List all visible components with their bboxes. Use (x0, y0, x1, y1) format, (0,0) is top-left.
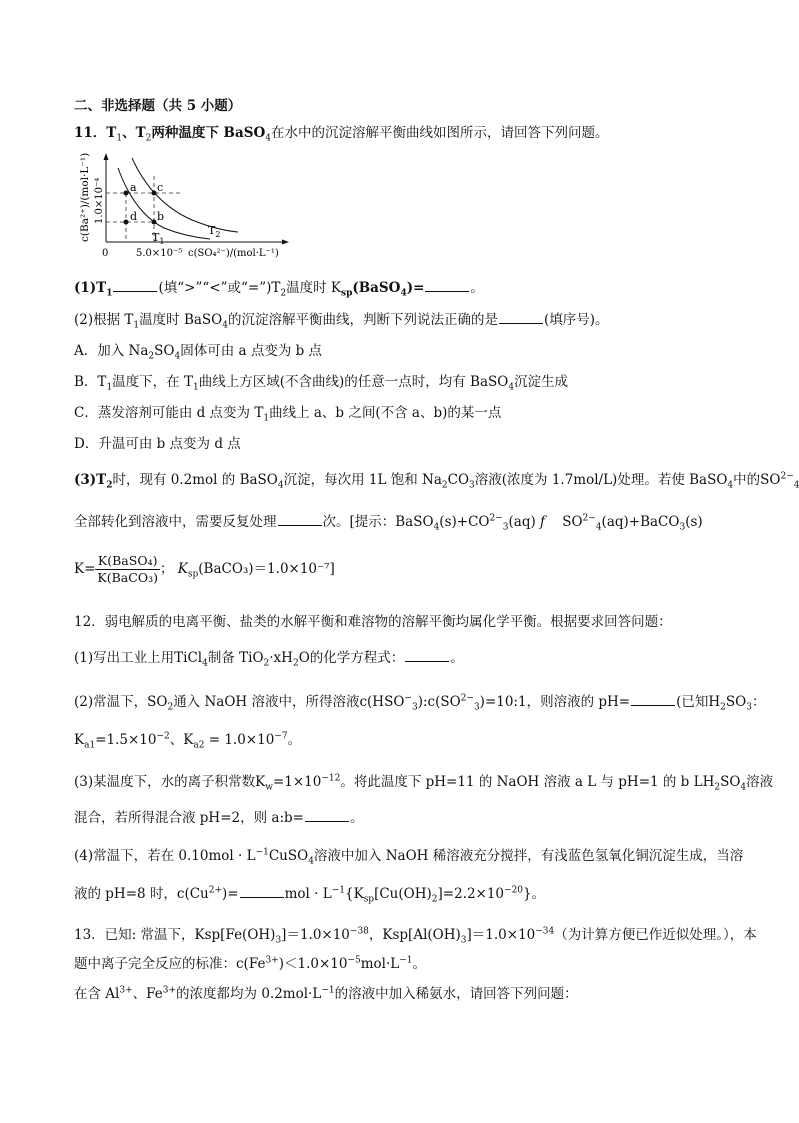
curve-label-t1: $T_1$ (152, 231, 165, 246)
q11-part3-line1: $(3)T_2$时，现有 0.2mol 的 BaSO$_4$沉淀，每次用 1L 饱和 $Na_2CO_3$溶液(浓度为 1.7mol/L)处理。若使 BaSO$_4$中的$SO^{2-}_4$ (74, 471, 799, 491)
q11-solubility-figure (74, 150, 294, 268)
q12-part1: (1)写出工业上用TiCl$_4$制备 $TiO_2\cdot xH_2O$的化学方程式： 。 (74, 650, 464, 669)
q11-option-a: A．加入 $Na_2SO_4$固体可由 a 点变为 b 点 (74, 343, 323, 362)
label-c: c (157, 181, 164, 194)
point-a (124, 191, 129, 196)
q12-part2-line1: (2)常温下，$SO_2$通入 NaOH 溶液中，所得溶液$c(HSO^-_3):c(SO^{2-}_3)=10:1$，则溶液的 pH= (已知$H_2SO_3$： (74, 693, 766, 713)
q11-stem: 11．$T_1$、$T_2$两种温度下 BaSO$_4$在水中的沉淀溶解平衡曲线如图所示，请回答下列问题。 (74, 125, 609, 144)
origin-label: 0 (102, 248, 109, 259)
q12-stem: 12．弱电解质的电离平衡、盐类的水解平衡和难溶物的溶解平衡均属化学平衡。根据要求回答问题： (74, 614, 672, 630)
section-title: 二、非选择题（共 5 小题） (74, 98, 242, 114)
point-b (152, 220, 157, 225)
q12-part3-line1: (3)某温度下，水的离子积常数$K_w=1\times 10^{-12}$。将此温度下 pH=11 的 NaOH 溶液 a L 与 pH=1 的 b $LH_2SO_4$溶液 (74, 773, 774, 793)
label-a: a (130, 181, 137, 194)
q11-part2: (2)根据 $T_1$温度时 BaSO$_4$的沉淀溶解平衡曲线，判断下列说法正确的是 (填序号)。 (74, 312, 609, 331)
q11-option-c: C．蒸发溶剂可能由 d 点变为 $T_1$曲线上 a、b 之间(不含 a、b)的某一点 (74, 405, 502, 424)
k-fraction: $\frac{\text{K(BaSO₄)}}{\text{K(BaCO₃)}}$ (97, 553, 158, 585)
q11-part1: $(1)T_1$ (填“>”“<”或“$=”)T_2$温度时 $K_{sp}(BaSO_4)=$ 。 (74, 280, 484, 299)
curve-label-t2: $T_2$ (208, 224, 221, 239)
q12-part2-line2: $K_{a1}=1.5\times 10^{-2}$、$K_{a2} = 1.0\times 10^{-7}$。 (74, 731, 302, 751)
q11-k-expression: K= $\frac{\text{K(BaSO₄)}}{\text{K(BaCO₃)}}$ ； $K_{sp}(BaCO_3)=1.0\times 10^{-7}$] (74, 553, 335, 585)
point-d (124, 220, 129, 225)
q13-line2: 题中离子完全反应的标准：$c(Fe^{3+})<1.0\times 10^{-5}mol\cdot L^{-1}$。 (74, 955, 427, 972)
q11-option-b: B．$T_1$温度下，在 $T_1$曲线上方区域(不含曲线)的任意一点时，均有 BaSO$_4$沉淀生成 (74, 374, 569, 393)
q13-line1: 13．已知: 常温下，$Ksp[Fe(OH)_3]=1.0\times 10^{-38}$，$Ksp[Al(OH)_3]=1.0\times 10^{-34}$（为计算方便已作近似处理。），本 (74, 926, 757, 946)
x-axis-label: c(SO₄²⁻)/(mol·L⁻¹) (188, 248, 279, 259)
q12-part3-line2: 混合，若所得混合液 pH=2，则 a:b= 。 (74, 810, 364, 826)
q11-option-d: D．升温可由 b 点变为 d 点 (74, 436, 241, 452)
q12-part4-line1: (4)常温下，若在 $0.10mol \cdot L^{-1}CuSO_4$溶液中加入 NaOH 稀溶液充分搅拌，有浅蓝色氢氧化铜沉淀生成，当溶 (74, 847, 744, 867)
label-b: b (157, 210, 165, 223)
label-d: d (130, 210, 138, 223)
point-c (152, 191, 157, 196)
q13-line3: 在含 $Al^{3+}$、$Fe^{3+}$的浓度都均为 $0.2mol\cdot L^{-1}$的溶液中加入稀氨水，请回答下列问题： (74, 985, 578, 1002)
y-axis-label: c(Ba²⁺)/(mol·L⁻¹) (79, 152, 91, 242)
x-tick-label: 5.0×10⁻⁵ (136, 248, 183, 259)
q11-part3-line2: 全部转化到溶液中，需要反复处理 次。[提示：$BaSO_4(s)+CO^{2-}_3(aq)$ f $SO^{2-}_4(aq)+BaCO_3(s)$ (74, 513, 703, 533)
y-tick-label: 1.0×10⁻⁴ (94, 177, 105, 224)
q12-part4-line2: 液的 pH=8 时，$c(Cu^{2+})=$ mol · $L^{-1}\{K_{sp}[Cu(OH)_2]=2.2\times 10^{-20}\}$。 (74, 885, 546, 905)
